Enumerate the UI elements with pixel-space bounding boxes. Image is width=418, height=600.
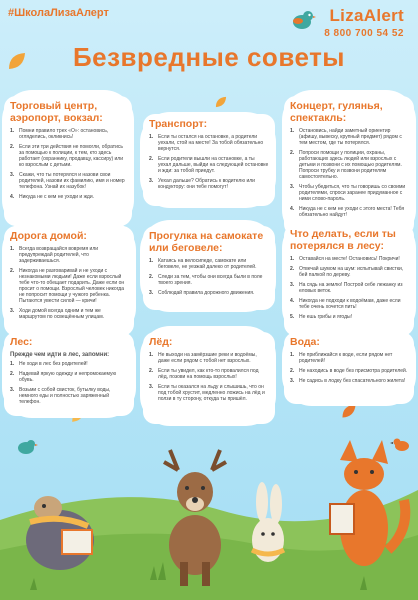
- section-scooter: [143, 226, 275, 310]
- bird-icon: [390, 439, 409, 452]
- leaf-icon: [6, 50, 28, 72]
- section-transport: [143, 114, 275, 206]
- section-heading: Транспорт:: [149, 118, 208, 130]
- tips-list: [10, 361, 128, 405]
- list-item: 3. Скажи, что ты потерялся и назови свои родителей, назови их фамилию, имя и номер телефона. Узнай их назубок!: [10, 172, 125, 190]
- section-heading: Лёд:: [149, 336, 173, 348]
- list-item: 3. Не садись в лодку без спасательного жилета!: [290, 378, 406, 384]
- hashtag: #ШколаЛизаАлерт: [8, 7, 109, 19]
- header-bar: [0, 0, 418, 42]
- leaf-icon: [214, 95, 228, 109]
- section-concert: [284, 96, 414, 236]
- section-lost-in-forest: [284, 224, 414, 336]
- list-item: 1. Не приближайся к воде, если рядом нет родителей!: [290, 352, 393, 364]
- list-item: 2. Если эти три действия не помогли, обратись за помощью к полиции, к тем, кто здесь работает (охраннику, продавцу, кассиру) или ко взрослым с детьми.: [10, 144, 124, 168]
- section-heading: Что делать, если ты потерялся в лесу:: [290, 228, 396, 252]
- tips-list: [290, 128, 408, 218]
- bird-icon: [18, 440, 38, 454]
- section-way-home: [4, 226, 134, 336]
- list-item: 1. Помни правило трех «О»: остановись, огляделись, окликнись!: [10, 128, 109, 140]
- list-item: 1. Оставайся на месте! Остановись! Покричи!: [290, 256, 400, 262]
- list-item: 3. Если ты оказался на льду и слышишь, что он под тобой хрустит, медленно ложись на лёд и ползи в ту сторону, откуда ты пришёл.: [149, 384, 265, 402]
- section-heading: Лес:: [10, 336, 33, 348]
- list-item: 1. Если ты остался на остановке, а родители уехали, стой на месте! За тобой обязательно вернутся.: [149, 134, 264, 152]
- list-item: 3. Уехал дальше? Обратись к водителю или кондуктору: они тебе помогут!: [149, 178, 255, 190]
- list-item: 1. Остановись, найди заметный ориентир (афишу, вывеску, крупный предмет) рядом с тем местом, где ты потерялся.: [290, 128, 402, 146]
- list-item: 1. Не выходи на замёрзшие реки и водоёмы, даже если рядом с тобой нет взрослых.: [149, 352, 257, 364]
- tips-list: [10, 128, 126, 200]
- tips-list: [149, 352, 269, 402]
- list-item: 2. Если родители вышли на остановке, а ты уехал дальше, выйди на следующей остановке и жди: за тобой приедут.: [149, 156, 269, 174]
- list-item: 3. На сядь на землю! Построй себе лежанку из еловых веток.: [290, 282, 403, 294]
- section-forest: [4, 332, 134, 416]
- section-heading: Вода:: [290, 336, 320, 348]
- tips-list: [10, 246, 128, 320]
- list-item: 3. Чтобы убедиться, что ты говоришь со своими родителями, спроси заранее придуманное с ними слово-пароль.: [290, 184, 406, 202]
- list-item: 2. Если ты увидел, как кто-то провалился под лёд, позови на помощь взрослых!: [149, 368, 259, 380]
- section-heading: Торговый центр, аэропорт, вокзал:: [10, 100, 103, 124]
- bird-icon: [288, 6, 316, 34]
- tips-list: [290, 352, 408, 384]
- logo: [324, 6, 404, 39]
- list-item: 2. Надевай яркую одежду и непромокаемую обувь.: [10, 371, 117, 383]
- tips-list: [149, 258, 269, 296]
- list-item: 2. Не находись в воде без присмотра родителей.: [290, 368, 408, 374]
- list-item: 1. Катаясь на велосипеде, самокате или беговеле, не уезжай далеко от родителей.: [149, 258, 257, 270]
- forest-scene-illustration: [0, 430, 418, 600]
- list-item: 2. Никогда не разговаривай и не уходи с незнакомыми людьми! Даже если взрослый тебе что-то обещает подарить. Даже если он просит о помощи. Взрослый человек никогда не попросит помощи у чужого ребенка. Пытаются увести силой — кричи!: [10, 268, 125, 304]
- tips-list: [290, 256, 408, 320]
- section-intro: Прежде чем идти в лес, запомни:: [10, 352, 110, 358]
- list-item: 3. Соблюдай правила дорожного движения.: [149, 290, 255, 296]
- page-title: Безвредные советы: [72, 42, 346, 72]
- list-item: 5. Не ешь грибы и ягоды!: [290, 314, 352, 320]
- section-water: [284, 332, 414, 404]
- list-item: 4. Никуда не с кем не уходи с этого места! Тебя обязательно найдут!: [290, 206, 405, 218]
- list-item: 3. Ходи домой всегда одним и тем же маршрутом по освещённым улицам.: [10, 308, 105, 320]
- section-ice: [143, 332, 275, 424]
- list-item: 2. Следи за тем, чтобы они всегда были в поле твоего зрения.: [149, 274, 263, 286]
- logo-name: LizaAlert: [329, 6, 404, 25]
- list-item: 4. Никуда не с кем не уходи и жди.: [10, 194, 95, 200]
- section-heading: Концерт, гулянья, спектакль:: [290, 100, 383, 124]
- list-item: 1. Не ходи в лес без родителей!: [10, 361, 88, 367]
- section-mall: [4, 96, 132, 226]
- list-item: 4. Никогда не подходи к водоёмам, даже если тебе очень хочется пить!: [290, 298, 401, 310]
- list-item: 3. Возьми с собой свисток, бутылку воды, немного еды и полностью заряженный телефон.: [10, 387, 111, 405]
- list-item: 2. Попроси помощи у полиции, охраны, работающих здесь людей или взрослых с детьми и позвони с их помощью родителям. Попроси трубку и позвони родителям самостоятельно.: [290, 150, 402, 180]
- hotline-phone: 8 800 700 54 52: [324, 28, 404, 39]
- list-item: 1. Всегда возвращайся вовремя или предупреждай родителей, что задерживаешься.: [10, 246, 99, 264]
- list-item: 2. Отвечай шумом на шум: испытывай свистки, бей палкой по дереву.: [290, 266, 404, 278]
- section-heading: Дорога домой:: [10, 230, 87, 242]
- tips-list: [149, 134, 269, 190]
- section-heading: Прогулка на самокате или беговеле:: [149, 230, 264, 254]
